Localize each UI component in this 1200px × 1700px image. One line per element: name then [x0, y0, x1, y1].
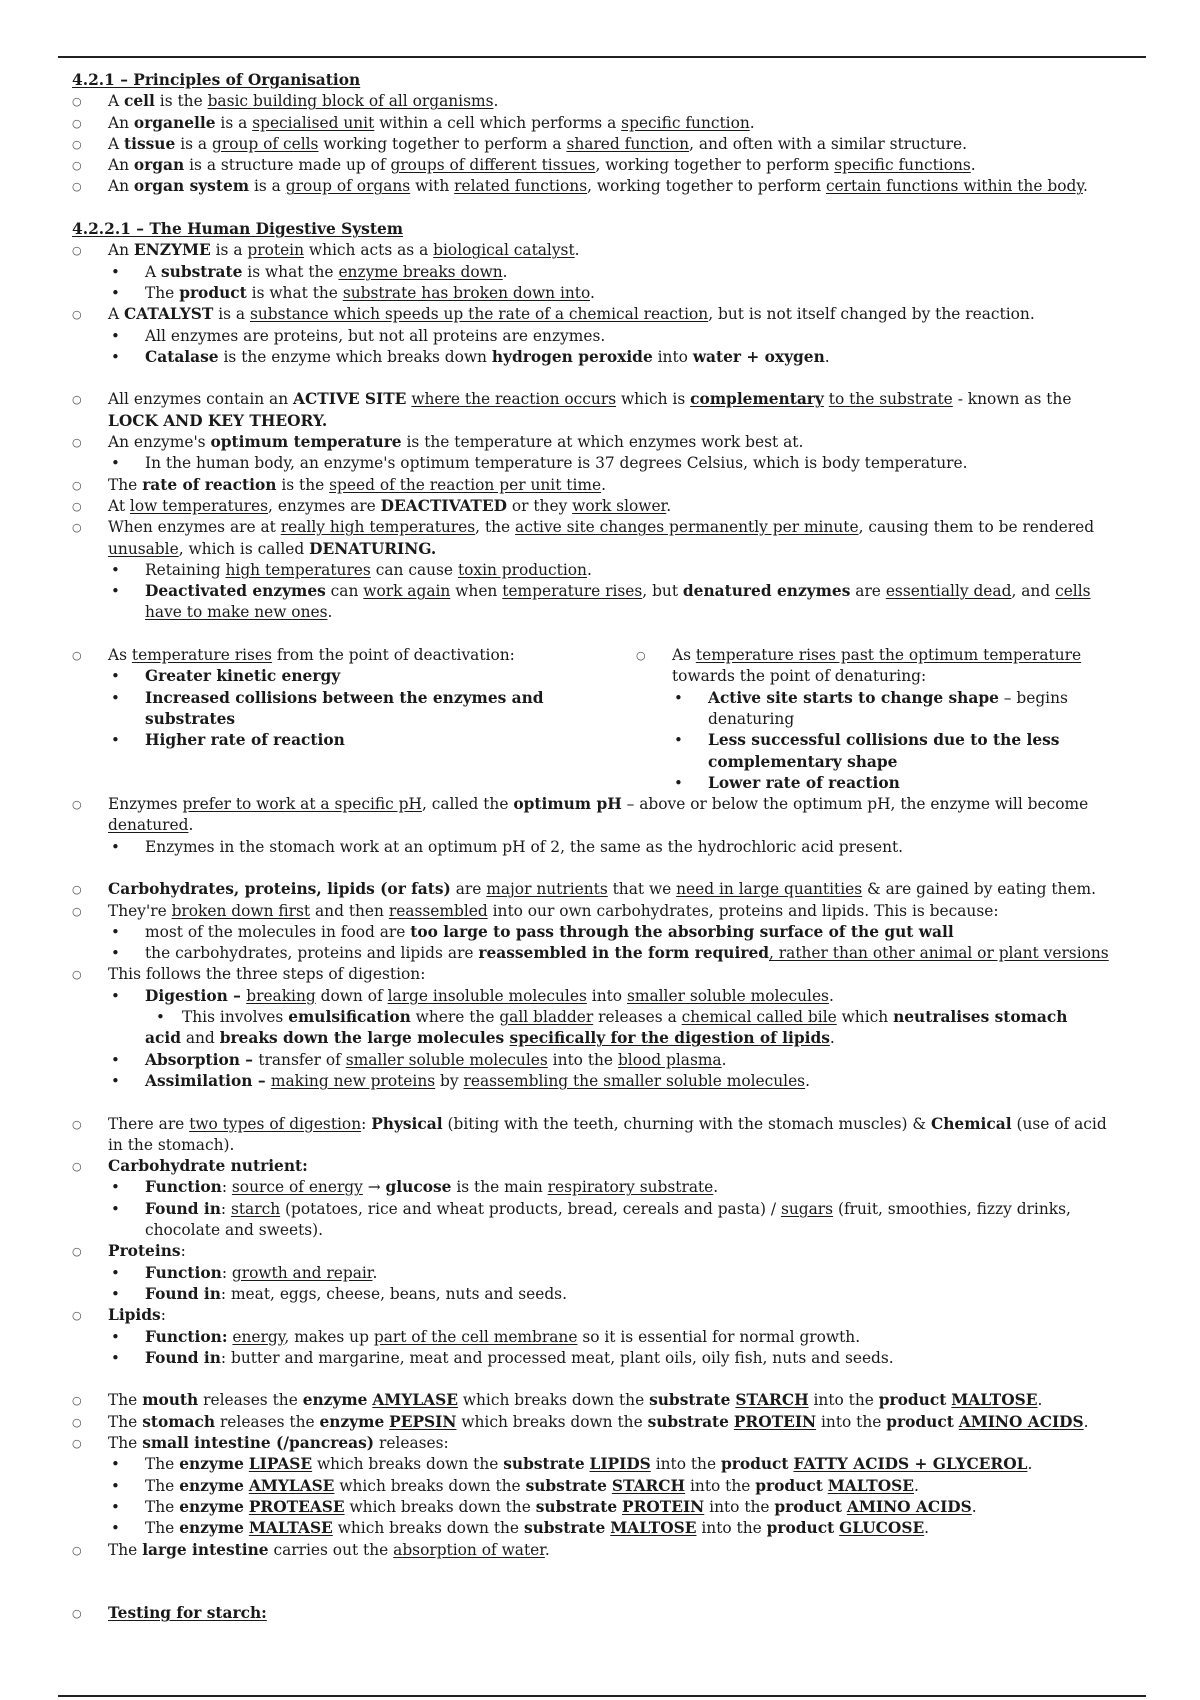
list-item: ○ The small intestine (/pancreas) releases: — [0, 1433, 1200, 1454]
denaturing-column — [0, 645, 1150, 794]
bullet-item: • The enzyme MALTASE which breaks down the substrate MALTOSE into the product GLUCOSE. — [0, 1518, 1200, 1539]
bullet-item: • most of the molecules in food are too large to pass through the absorbing surface of the gut wall — [0, 922, 1200, 943]
list-item: ○ A CATALYST is a substance which speeds up the rate of a chemical reaction, but is not itself changed by the reaction. — [0, 304, 1200, 325]
list-item: ○ The mouth releases the enzyme AMYLASE which breaks down the substrate STARCH into the product MALTOSE. — [0, 1390, 1200, 1411]
bullet-item: • Function: energy, makes up part of the cell membrane so it is essential for normal growth. — [0, 1327, 1200, 1348]
bullet-item: • Enzymes in the stomach work at an optimum pH of 2, the same as the hydrochloric acid present. — [0, 837, 1200, 858]
list-item: ○ Carbohydrate nutrient: — [0, 1156, 1200, 1177]
bullet-item: • Less successful collisions due to the less — [0, 730, 1150, 751]
bullet-item: • In the human body, an enzyme's optimum temperature is 37 degrees Celsius, which is body temperature. — [0, 453, 1200, 474]
list-item: ○ The stomach releases the enzyme PEPSIN which breaks down the substrate PROTEIN into the product AMINO ACIDS. — [0, 1412, 1200, 1433]
list-item: ○ When enzymes are at really high temperatures, the active site changes permanently per minute, causing them to be rendered — [0, 517, 1200, 538]
section-heading-organisation: 4.2.1 – Principles of Organisation — [72, 71, 361, 89]
list-item: ○ All enzymes contain an ACTIVE SITE where the reaction occurs which is complementary to the substrate - known as the — [0, 389, 1200, 410]
list-item: ○ An organ is a structure made up of groups of different tissues, working together to perform specific functions. — [0, 155, 1200, 176]
bullet-item: • The enzyme LIPASE which breaks down the substrate LIPIDS into the product FATTY ACIDS + GLYCEROL. — [0, 1454, 1200, 1475]
list-item: ○ Proteins: — [0, 1241, 1200, 1262]
bullet-item-continuation: denaturing — [708, 709, 795, 728]
list-item: ○ There are two types of digestion: Physical (biting with the teeth, churning with the stomach muscles) & Chemical (use of acid — [0, 1114, 1200, 1135]
bullet-item: • Higher rate of reaction — [0, 730, 560, 751]
list-item: ○ A cell is the basic building block of all organisms. — [0, 91, 1200, 112]
bullet-item: • Found in: starch (potatoes, rice and wheat products, bread, cereals and pasta) / sugars (fruit, smoothies, fizzy drinks, — [0, 1199, 1200, 1220]
sub-bullet-continuation: acid and breaks down the large molecules specifically for the digestion of lipids. — [145, 1029, 835, 1048]
bullet-item-continuation: chocolate and sweets). — [145, 1221, 324, 1240]
list-item: ○ An enzyme's optimum temperature is the temperature at which enzymes work best at. — [0, 432, 1200, 453]
bullet-item: • Active site starts to change shape – begins — [0, 688, 1150, 709]
bullet-item: • Function: growth and repair. — [0, 1263, 1200, 1284]
bottom-rule — [58, 1695, 1146, 1697]
list-item: ○ At low temperatures, enzymes are DEACTIVATED or they work slower. — [0, 496, 1200, 517]
list-item: ○ A tissue is a group of cells working together to perform a shared function, and often with a similar structure. — [0, 134, 1200, 155]
list-item: ○ The rate of reaction is the speed of the reaction per unit time. — [0, 475, 1200, 496]
bullet-item: • The enzyme AMYLASE which breaks down the substrate STARCH into the product MALTOSE. — [0, 1476, 1200, 1497]
bullet-item: • Deactivated enzymes can work again when temperature rises, but denatured enzymes are essentially dead, and cells — [0, 581, 1200, 602]
list-item: ○ Carbohydrates, proteins, lipids (or fats) are major nutrients that we need in large quantities & are gained by eating them. — [0, 879, 1200, 900]
bullet-item: • The enzyme PROTEASE which breaks down the substrate PROTEIN into the product AMINO ACIDS. — [0, 1497, 1200, 1518]
notes-content — [0, 70, 1200, 1625]
bullet-item: • Found in: meat, eggs, cheese, beans, nuts and seeds. — [0, 1284, 1200, 1305]
bullet-item-continuation: have to make new ones. — [145, 603, 333, 622]
bullet-item: • The product is what the substrate has broken down into. — [0, 283, 1200, 304]
bullet-item: • the carbohydrates, proteins and lipids are reassembled in the form required, rather than other animal or plant versions — [0, 943, 1200, 964]
bullet-item: • Assimilation – making new proteins by reassembling the smaller soluble molecules. — [0, 1071, 1200, 1092]
bullet-item: • Function: source of energy → glucose is the main respiratory substrate. — [0, 1177, 1200, 1198]
list-item: ○ An ENZYME is a protein which acts as a biological catalyst. — [0, 240, 1200, 261]
bullet-item: • Greater kinetic energy — [0, 666, 560, 687]
bullet-item: • Found in: butter and margarine, meat and processed meat, plant oils, oily fish, nuts and seeds. — [0, 1348, 1200, 1369]
sub-bullet-item: • This involves emulsification where the gall bladder releases a chemical called bile which neutralises stomach — [0, 1007, 1200, 1028]
section-heading-digestive: 4.2.2.1 – The Human Digestive System — [72, 220, 404, 239]
list-item: ○ They're broken down first and then reassembled into our own carbohydrates, proteins and lipids. This is because: — [0, 901, 1200, 922]
list-item: ○ An organelle is a specialised unit within a cell which performs a specific function. — [0, 113, 1200, 134]
list-item: ○ As temperature rises past the optimum temperature — [0, 645, 1150, 666]
top-rule — [58, 56, 1146, 58]
bullet-item-continuation: complementary shape — [708, 752, 898, 771]
bullet-item: • Catalase is the enzyme which breaks down hydrogen peroxide into water + oxygen. — [0, 347, 1200, 368]
bullet-item: • Retaining high temperatures can cause toxin production. — [0, 560, 1200, 581]
list-item-continuation: towards the point of denaturing: — [672, 667, 927, 686]
bullet-item: • Increased collisions between the enzymes and — [0, 688, 560, 709]
list-item-testing-starch: ○ Testing for starch: — [0, 1603, 1200, 1624]
list-item: ○ As temperature rises from the point of deactivation: — [0, 645, 560, 666]
list-item: ○ Enzymes prefer to work at a specific pH, called the optimum pH – above or below the optimum pH, the enzyme will become — [0, 794, 1200, 815]
bullet-item-continuation: substrates — [145, 709, 236, 728]
bullet-item: • All enzymes are proteins, but not all proteins are enzymes. — [0, 326, 1200, 347]
list-item: ○ An organ system is a group of organs with related functions, working together to perform certain functions within the body. — [0, 176, 1200, 197]
list-item-continuation: LOCK AND KEY THEORY. — [108, 411, 328, 430]
bullet-item: • Lower rate of reaction — [0, 773, 1150, 794]
list-item-continuation: unusable, which is called DENATURING. — [108, 539, 437, 558]
list-item-continuation: denatured. — [108, 816, 194, 835]
list-item-continuation: in the stomach). — [108, 1135, 235, 1154]
list-item: ○ This follows the three steps of digestion: — [0, 964, 1200, 985]
bullet-item: • A substrate is what the enzyme breaks down. — [0, 262, 1200, 283]
list-item: ○ Lipids: — [0, 1305, 1200, 1326]
bullet-item: • Digestion – breaking down of large insoluble molecules into smaller soluble molecules. — [0, 986, 1200, 1007]
bullet-item: • Absorption – transfer of smaller soluble molecules into the blood plasma. — [0, 1050, 1200, 1071]
list-item: ○ The large intestine carries out the absorption of water. — [0, 1540, 1200, 1561]
